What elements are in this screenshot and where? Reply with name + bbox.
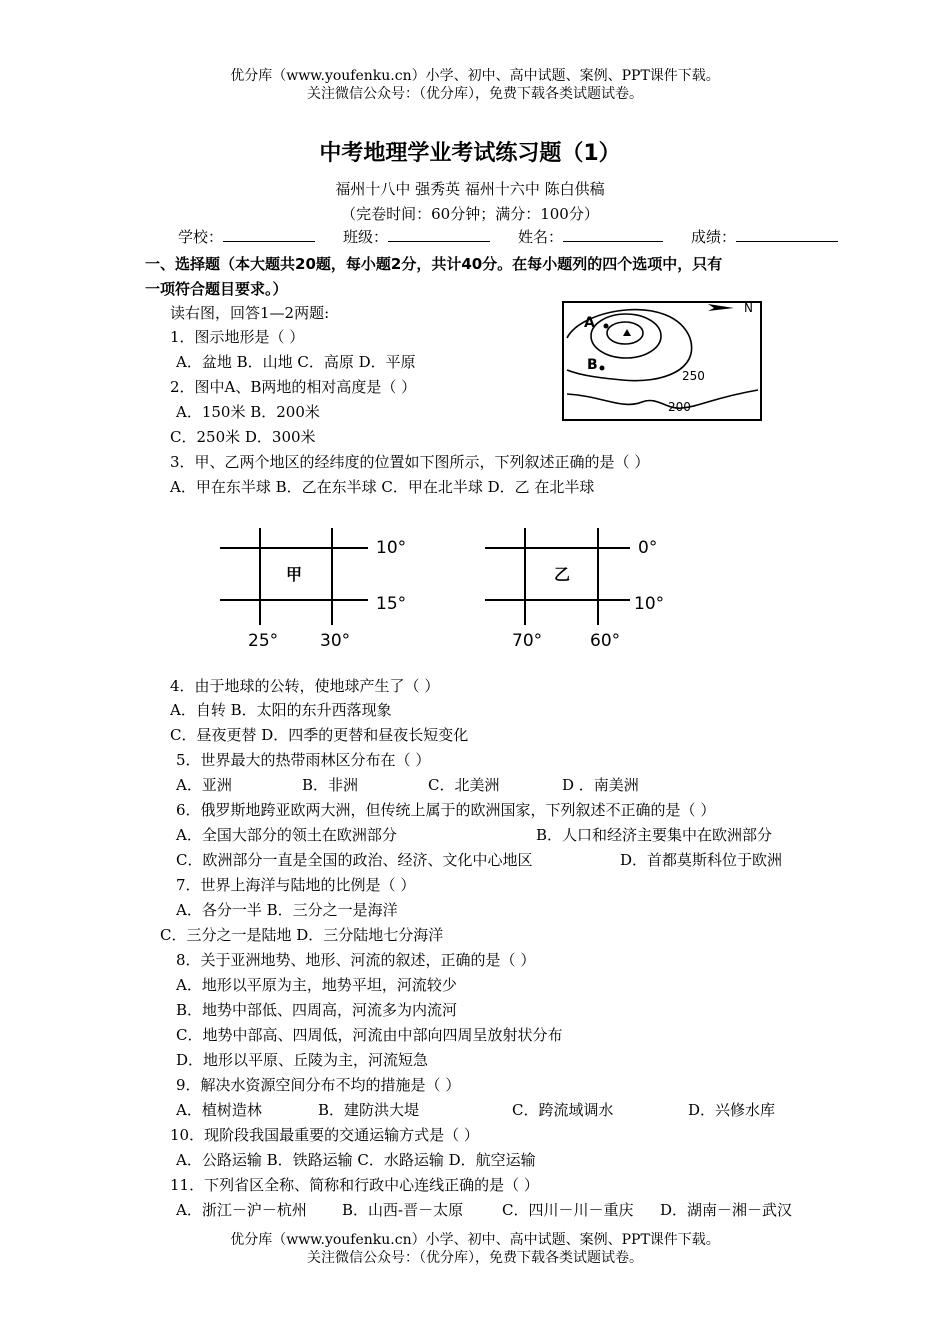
q2-stem: 2．图中A、B两地的相对高度是（ ） xyxy=(170,378,417,396)
grid-yi xyxy=(485,528,664,651)
q8-option-b: B．地势中部低、四周高，河流多为内流河 xyxy=(176,1001,458,1019)
school-field[interactable] xyxy=(223,227,315,242)
q2-options-ab: A．150米 B．200米 xyxy=(176,403,320,421)
lat-lon-grids-figure xyxy=(210,520,710,660)
yi-lon-left: 70° xyxy=(512,631,543,651)
q5-stem: 5．世界最大的热带雨林区分布在（ ） xyxy=(176,751,431,769)
section-heading-line-1: 一、选择题（本大题共20题，每小题2分，共计40分。在每小题列的四个选项中，只有 xyxy=(145,255,723,273)
q1-stem: 1．图示地形是（ ） xyxy=(170,328,305,346)
footer-line-2: 关注微信公众号：（优分库），免费下载各类试题试卷。 xyxy=(307,1250,643,1266)
q7-options-ab: A．各分一半 B．三分之一是海洋 xyxy=(176,901,398,919)
q8-option-c: C．地势中部高、四周低，河流由中部向四周呈放射状分布 xyxy=(176,1026,563,1044)
q6-option-d: D．首都莫斯科位于欧洲 xyxy=(620,851,783,869)
q4-stem: 4．由于地球的公转，使地球产生了（ ） xyxy=(170,677,440,695)
q6-stem: 6．俄罗斯地跨亚欧两大洲，但传统上属于的欧洲国家，下列叙述不正确的是（ ） xyxy=(176,801,716,819)
yi-lat-top: 0° xyxy=(638,538,658,558)
jia-lon-right: 30° xyxy=(320,631,351,651)
q11-option-c: C．四川－川－重庆 xyxy=(502,1201,634,1219)
jia-label: 甲 xyxy=(286,565,303,584)
point-b-dot xyxy=(600,366,605,371)
student-info-row xyxy=(178,227,838,247)
q3-options: A．甲在东半球 B．乙在东半球 C．甲在北半球 D．乙 在北半球 xyxy=(170,478,595,496)
q5-option-c: C．北美洲 xyxy=(428,776,500,794)
q3-stem: 3．甲、乙两个地区的经纬度的位置如下图所示，下列叙述正确的是（ ） xyxy=(170,453,650,471)
q11-option-b: B．山西-晋－太原 xyxy=(342,1201,464,1219)
q6-option-a: A．全国大部分的领土在欧洲部分 xyxy=(176,826,397,844)
grid-jia xyxy=(220,528,406,651)
score-field[interactable] xyxy=(736,227,838,242)
header-line-1: 优分库（www.youfenku.cn）小学、初中、高中试题、案例、PPT课件下载。 xyxy=(230,68,720,84)
q6-option-c: C．欧洲部分一直是全国的政治、经济、文化中心地区 xyxy=(176,851,533,869)
q2-options-cd: C．250米 D．300米 xyxy=(170,428,316,446)
q5-option-d: D ．南美洲 xyxy=(562,776,639,794)
jia-lat-bottom: 15° xyxy=(376,594,407,614)
q8-option-a: A．地形以平原为主，地势平坦，河流较少 xyxy=(176,976,457,994)
jia-lon-left: 25° xyxy=(248,631,279,651)
class-label: 班级： xyxy=(343,228,389,246)
section-heading-line-2: 一项符合题目要求。） xyxy=(145,280,288,298)
name-field[interactable] xyxy=(563,227,663,242)
q11-option-d: D．湖南－湘－武汉 xyxy=(660,1201,793,1219)
q9-option-d: D．兴修水库 xyxy=(688,1101,776,1119)
header-line-2: 关注微信公众号：（优分库），免费下载各类试题试卷。 xyxy=(307,86,643,102)
q11-stem: 11．下列省区全称、简称和行政中心连线正确的是（ ） xyxy=(170,1176,539,1194)
q8-stem: 8．关于亚洲地势、地形、河流的叙述，正确的是（ ） xyxy=(176,951,536,969)
q7-options-cd: C．三分之一是陆地 D．三分陆地七分海洋 xyxy=(160,926,444,944)
contour-label-250: 250 xyxy=(682,369,705,383)
q5-option-b: B．非洲 xyxy=(302,776,359,794)
q9-option-b: B．建防洪大堤 xyxy=(318,1101,420,1119)
contour-map-figure xyxy=(562,298,764,424)
label-b: B xyxy=(587,357,598,373)
q4-options-cd: C．昼夜更替 D．四季的更替和昼夜长短变化 xyxy=(170,726,469,744)
yi-lon-right: 60° xyxy=(590,631,621,651)
q4-options-ab: A．自转 B．太阳的东升西落现象 xyxy=(170,701,392,719)
q11-option-a: A．浙江－沪－杭州 xyxy=(176,1201,307,1219)
class-field[interactable] xyxy=(388,227,490,242)
school-label: 学校： xyxy=(178,228,224,246)
score-label: 成绩： xyxy=(691,228,737,246)
q9-stem: 9．解决水资源空间分布不均的措施是（ ） xyxy=(176,1076,461,1094)
authors: 福州十八中 强秀英 福州十六中 陈白供稿 xyxy=(335,180,605,198)
north-label: N xyxy=(744,301,753,315)
q1-options: A．盆地 B．山地 C．高原 D．平原 xyxy=(176,353,416,371)
page-title: 中考地理学业考试练习题（1） xyxy=(319,141,621,166)
footer-line-1: 优分库（www.youfenku.cn）小学、初中、高中试题、案例、PPT课件下载。 xyxy=(230,1232,720,1248)
jia-lat-top: 10° xyxy=(376,538,407,558)
yi-label: 乙 xyxy=(554,565,571,584)
exam-info: （完卷时间：60分钟；满分：100分） xyxy=(341,205,599,223)
name-label: 姓名： xyxy=(518,228,564,246)
q9-option-a: A．植树造林 xyxy=(176,1101,262,1119)
q5-option-a: A．亚洲 xyxy=(176,776,232,794)
q9-option-c: C．跨流域调水 xyxy=(512,1101,614,1119)
intro-text: 读右图，回答1—2两题: xyxy=(170,304,330,322)
label-a: A xyxy=(584,315,595,331)
north-arrow-icon xyxy=(708,304,734,311)
q7-stem: 7．世界上海洋与陆地的比例是（ ） xyxy=(176,876,416,894)
yi-lat-bottom: 10° xyxy=(634,594,665,614)
contour-200-line xyxy=(567,390,758,408)
q10-options: A．公路运输 B．铁路运输 C．水路运输 D．航空运输 xyxy=(176,1151,536,1169)
point-a-dot xyxy=(604,324,609,329)
summit-triangle-icon xyxy=(623,329,631,336)
q6-option-b: B．人口和经济主要集中在欧洲部分 xyxy=(536,826,773,844)
q8-option-d: D．地形以平原、丘陵为主，河流短急 xyxy=(176,1051,429,1069)
q10-stem: 10．现阶段我国最重要的交通运输方式是（ ） xyxy=(170,1126,479,1144)
contour-label-200: 200 xyxy=(668,400,691,414)
